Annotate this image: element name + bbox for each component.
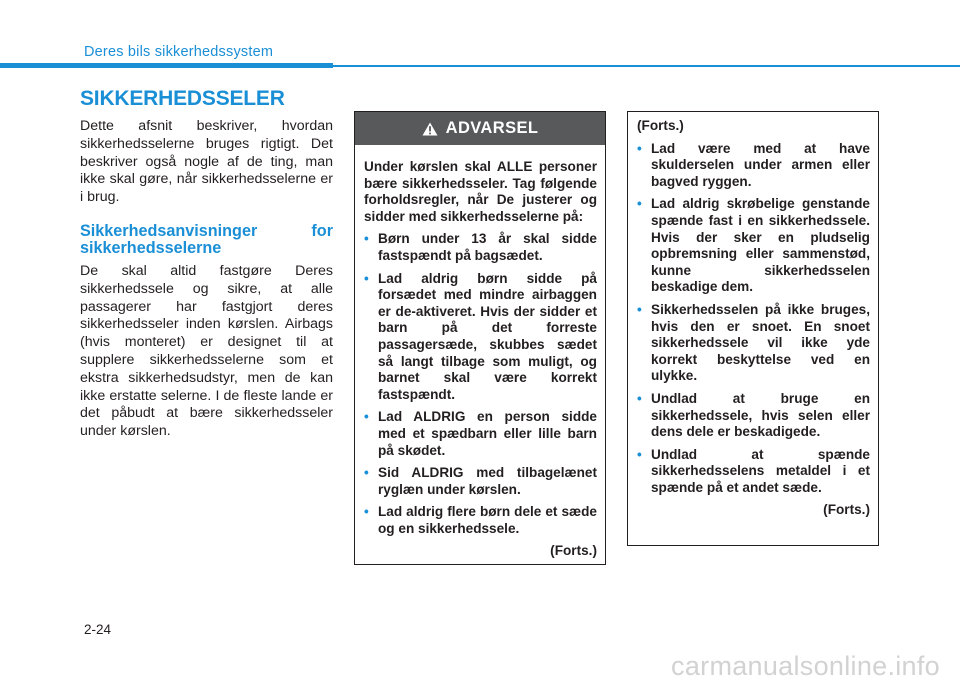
- bullet-dot: •: [637, 301, 642, 317]
- list-item: • Lad aldrig skrøbelige genstande spænde fast i en sikkerhedssele. Hvis der sker en pludselig opbremsning eller sammenstød, kunne sikkerhedsselen beskadige dem.: [637, 196, 870, 295]
- header-rule-thick: [0, 63, 333, 68]
- bullet-dot: •: [364, 231, 369, 247]
- continued-box: [627, 111, 879, 546]
- subheading: Sikkerhedsanvisninger for sikkerhedsselerne: [80, 221, 333, 258]
- bullet-dot: •: [364, 409, 369, 425]
- body-paragraph: De skal altid fastgøre Deres sikkerhedssele og sikre, at alle passagerer har fastgjort deres sikkerhedsseler inden kørslen. Airbags (hvis monteret) er designet til at supplere sikkerhedsselerne som et ekstra sikkerhedsudstyr, men de kan ikke erstatte selerne. I de fleste lande er det påbudt at bære sikkerhedsseler under kørslen.: [80, 262, 333, 440]
- list-item: • Undlad at spænde sikkerhedsselens metaldel i et spænde på et andet sæde.: [637, 446, 870, 495]
- list-item: • Lad aldrig flere børn dele et sæde og en sikkerhedssele.: [364, 504, 597, 536]
- header-rule-thin: [333, 65, 960, 67]
- list-item: • Børn under 13 år skal sidde fastspændt på bagsædet.: [364, 231, 597, 263]
- page-number: 2-24: [84, 622, 112, 637]
- bullet-dot: •: [637, 140, 642, 156]
- left-column: [80, 118, 333, 441]
- watermark: carmanualsonline.info: [671, 651, 940, 681]
- continued-heading: (Forts.): [637, 118, 684, 133]
- bullet-dot: •: [364, 504, 369, 520]
- list-item: • Lad ALDRIG en person sidde med et spædbarn eller lille barn på skødet.: [364, 409, 597, 458]
- warning-box: [354, 111, 606, 565]
- list-item: • Undlad at bruge en sikkerhedssele, hvis selen eller dens dele er beskadigede.: [637, 390, 870, 440]
- bullet-dot: •: [364, 270, 369, 286]
- list-item: • Lad aldrig børn sidde på forsædet med mindre airbaggen er de-aktiveret. Hvis der sidder et barn på det forreste passagersæde, skubbes sædet så langt tilbage som muligt, og barnet skal være korrekt fastspændt.: [364, 270, 597, 402]
- warning-header: [355, 112, 605, 145]
- bullet-dot: •: [364, 465, 369, 481]
- warning-header-label: ADVARSEL: [445, 119, 539, 138]
- bullet-dot: •: [637, 446, 642, 462]
- intro-paragraph: Dette afsnit beskriver, hvordan sikkerhedsselerne bruges rigtigt. Det beskriver også nogle af de ting, man ikke skal gøre, når sikkerhedsselerne er i brug.: [80, 118, 333, 206]
- list-item: • Sid ALDRIG med tilbagelænet ryglæn under kørslen.: [364, 465, 597, 497]
- continued-label: (Forts.): [550, 543, 597, 559]
- bullet-dot: •: [637, 196, 642, 212]
- list-item: • Sikkerhedsselen på ikke bruges, hvis den er snoet. En snoet sikkerhedssele vil ikke yde korrekt beskyttelse ved en ulykke.: [637, 301, 870, 384]
- continued-label: (Forts.): [823, 502, 870, 518]
- warning-bullet-list: [364, 231, 597, 537]
- warning-intro: Under kørslen skal ALLE personer bære sikkerhedsseler. Tag følgende forholdsregler, når De justerer og sidder med sikkerhedsselerne på:: [364, 159, 597, 224]
- section-title: SIKKERHEDSSELER: [80, 87, 285, 110]
- continued-body: [628, 112, 878, 519]
- chapter-header: Deres bils sikkerhedssystem: [84, 44, 274, 60]
- warning-triangle-icon: [422, 122, 438, 136]
- continued-bullet-list: [637, 141, 870, 497]
- list-item: • Lad være med at have skulderselen under armen eller bagved ryggen.: [637, 140, 870, 189]
- warning-body: [355, 145, 605, 560]
- bullet-dot: •: [637, 390, 642, 406]
